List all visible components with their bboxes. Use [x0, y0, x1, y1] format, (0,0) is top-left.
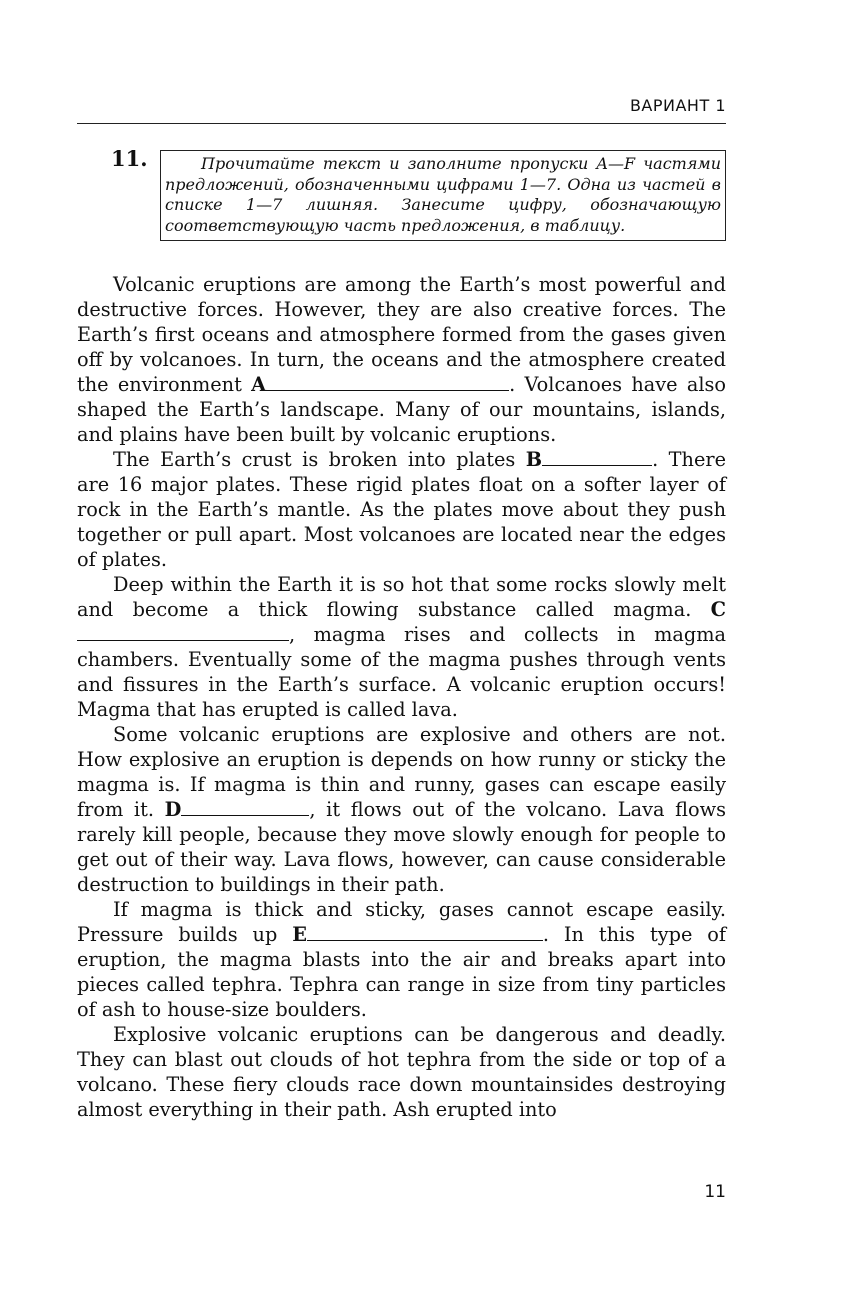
page-header	[77, 90, 726, 124]
paragraph-5	[77, 897, 726, 1022]
gap-b-letter: B	[525, 448, 543, 471]
paragraph-6-before: Explosive volcanic eruptions can be dangerous and deadly. They can blast out clouds of hot tephra from the side or top of a volcano. These fiery clouds race down mountainsides destroying almost everything in their path. Ash erupted into	[77, 1023, 726, 1121]
gap-c-blank[interactable]	[77, 623, 289, 641]
page-number: 11	[704, 1182, 726, 1202]
paragraph-2	[77, 447, 726, 572]
gap-e-letter: E	[292, 923, 307, 946]
gap-d-letter: D	[164, 798, 182, 821]
paragraph-3-after: , magma rises and collects in magma chambers. Eventually some of the magma pushes through vents and fissures in the Earth’s surface. A volcanic eruption occurs! Magma that has erupted is called lava.	[77, 623, 726, 721]
variant-title: ВАРИАНТ 1	[629, 96, 726, 115]
paragraph-1-before: Volcanic eruptions are among the Earth’s most powerful and destructive forces. However, they are also creative forces. The Earth’s first oceans and atmosphere formed from the gases given off by volcanoes. In turn, the oceans and the atmosphere created the environment	[77, 273, 726, 396]
paragraph-1	[77, 272, 726, 447]
gap-a-blank[interactable]	[266, 373, 509, 391]
task-number: 11.	[111, 146, 148, 171]
paragraph-5-before: If magma is thick and sticky, gases cannot escape easily. Pressure builds up	[77, 898, 726, 946]
paragraph-4	[77, 722, 726, 897]
paragraph-3	[77, 572, 726, 722]
gap-c-letter: C	[710, 598, 726, 621]
paragraph-4-before: Some volcanic eruptions are explosive and others are not. How explosive an eruption is depends on how runny or sticky the magma is. If magma is thin and runny, gases can escape easily from it.	[77, 723, 726, 821]
gap-e-blank[interactable]	[307, 923, 543, 941]
paragraph-1-after: . Volcanoes have also shaped the Earth’s landscape. Many of our mountains, islands, and plains have been built by volcanic eruptions.	[77, 373, 727, 446]
paragraph-3-before: Deep within the Earth it is so hot that some rocks slowly melt and become a thick flowing substance called magma.	[77, 573, 726, 621]
reading-text	[77, 272, 726, 1122]
instruction-text: Прочитайте текст и заполните пропуски A—F частями предложений, обозначенными цифрами 1—7. Одна из частей в списке 1—7 лишняя. Занесите цифру, обозначающую соответствующую часть предложения, в таблицу.	[165, 154, 721, 235]
paragraph-6	[77, 1022, 726, 1122]
gap-a-letter: A	[251, 373, 267, 396]
paragraph-2-after: . There are 16 major plates. These rigid plates float on a softer layer of rock in the Earth’s mantle. As the plates move about they push together or pull apart. Most volcanoes are located near the edges of plates.	[77, 448, 726, 571]
paragraph-2-before: The Earth’s crust is broken into plates	[113, 448, 526, 471]
gap-d-blank[interactable]	[181, 798, 309, 816]
paragraph-4-after: , it flows out of the volcano. Lava flows rarely kill people, because they move slowly enough for people to get out of their way. Lava flows, however, can cause considerable destruction to buildings in their path.	[77, 798, 727, 896]
gap-b-blank[interactable]	[542, 448, 652, 466]
paragraph-5-after: . In this type of eruption, the magma blasts into the air and breaks apart into pieces called tephra. Tephra can range in size from tiny particles of ash to house-size boulders.	[77, 923, 726, 1021]
instruction-box	[160, 150, 726, 241]
